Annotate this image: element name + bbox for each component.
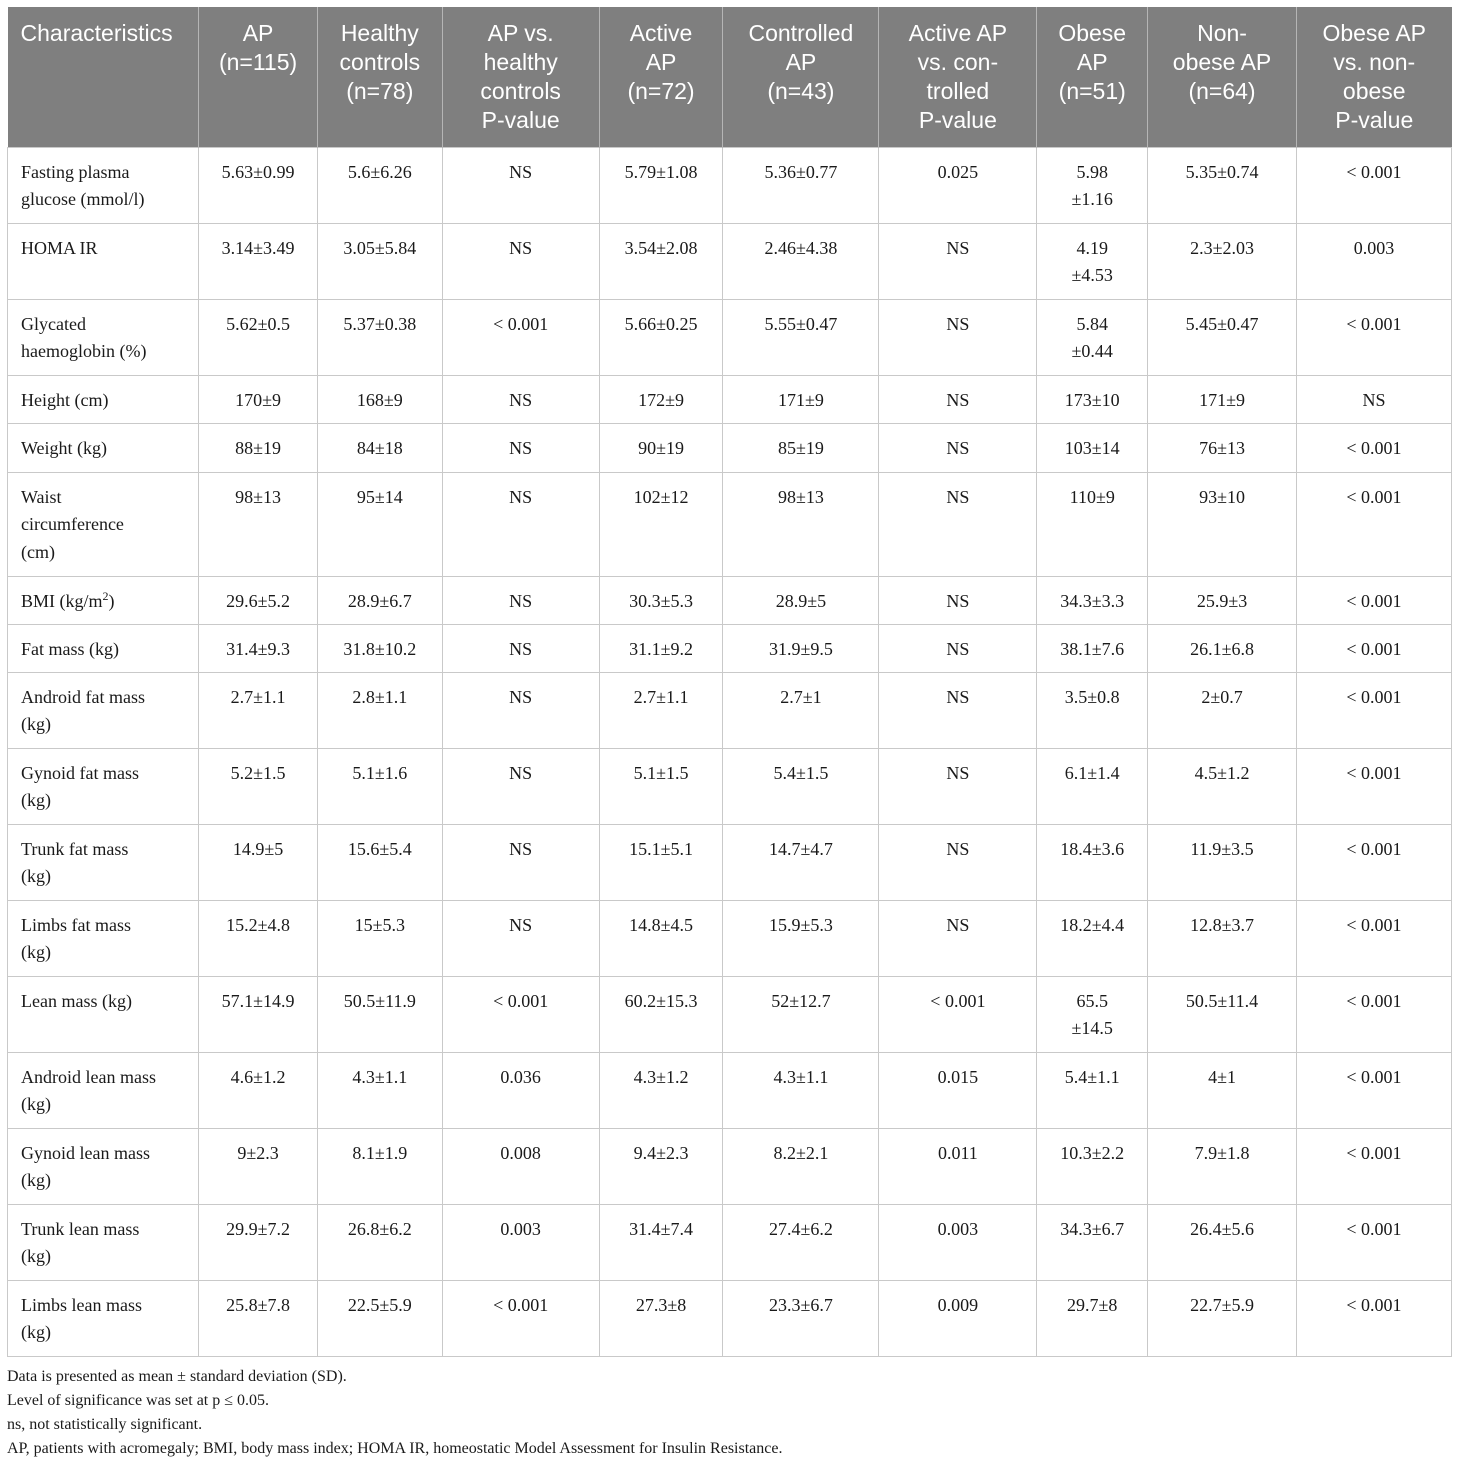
table-cell: 103±14 [1037, 423, 1148, 472]
table-cell: 4.3±1.1 [723, 1052, 879, 1128]
row-label [8, 976, 199, 1052]
table-cell: 5.4±1.5 [723, 748, 879, 824]
table-cell: 14.7±4.7 [723, 824, 879, 900]
table-cell: NS [879, 624, 1037, 672]
row-label-text: Android lean mass (kg) [21, 1066, 156, 1114]
table-cell: 29.9±7.2 [199, 1204, 318, 1280]
table-cell: 22.7±5.9 [1148, 1280, 1297, 1356]
table-cell: NS [442, 748, 599, 824]
row-label-text: Fasting plasma glucose (mmol/l) [21, 161, 145, 209]
table-cell: < 0.001 [1296, 423, 1451, 472]
table-cell: 31.4±9.3 [199, 624, 318, 672]
table-cell: 3.14±3.49 [199, 223, 318, 299]
table-cell: 25.8±7.8 [199, 1280, 318, 1356]
table-cell: 65.5 ±14.5 [1037, 976, 1148, 1052]
table-row [8, 375, 1452, 423]
table-cell: 34.3±3.3 [1037, 576, 1148, 624]
row-label-text: Limbs lean mass (kg) [21, 1294, 142, 1342]
row-label-text: Gynoid lean mass (kg) [21, 1142, 150, 1190]
table-cell: 5.35±0.74 [1148, 147, 1297, 223]
table-cell: 14.8±4.5 [599, 900, 723, 976]
table-row [8, 423, 1452, 472]
table-cell: 3.5±0.8 [1037, 672, 1148, 748]
table-cell: 4.19 ±4.53 [1037, 223, 1148, 299]
table-cell: 28.9±5 [723, 576, 879, 624]
table-body [8, 147, 1452, 1356]
row-label [8, 1280, 199, 1356]
table-cell: 5.37±0.38 [317, 299, 442, 375]
row-label-text: Limbs fat mass (kg) [21, 914, 131, 962]
row-label [8, 147, 199, 223]
table-cell: 5.62±0.5 [199, 299, 318, 375]
table-row [8, 223, 1452, 299]
table-row [8, 1128, 1452, 1204]
table-row [8, 624, 1452, 672]
row-label-superscript: 2 [102, 588, 109, 603]
row-label-text: Trunk lean mass (kg) [21, 1218, 140, 1266]
table-cell: 4±1 [1148, 1052, 1297, 1128]
table-cell: < 0.001 [442, 299, 599, 375]
row-label-text: Android fat mass (kg) [21, 686, 145, 734]
table-cell: NS [879, 472, 1037, 576]
table-cell: 172±9 [599, 375, 723, 423]
table-cell: 8.1±1.9 [317, 1128, 442, 1204]
column-header: Healthy controls (n=78) [317, 7, 442, 147]
table-row [8, 147, 1452, 223]
table-cell: 5.45±0.47 [1148, 299, 1297, 375]
table-cell: 171±9 [723, 375, 879, 423]
table-cell: 3.05±5.84 [317, 223, 442, 299]
table-cell: 60.2±15.3 [599, 976, 723, 1052]
table-cell: 0.015 [879, 1052, 1037, 1128]
table-cell: 93±10 [1148, 472, 1297, 576]
table-cell: 102±12 [599, 472, 723, 576]
table-cell: 15.6±5.4 [317, 824, 442, 900]
table-cell: < 0.001 [1296, 1052, 1451, 1128]
table-row [8, 1052, 1452, 1128]
table-cell: 15±5.3 [317, 900, 442, 976]
row-label [8, 824, 199, 900]
table-cell: 110±9 [1037, 472, 1148, 576]
table-cell: 5.4±1.1 [1037, 1052, 1148, 1128]
table-cell: < 0.001 [1296, 672, 1451, 748]
row-label-text: Waist circumference (cm) [21, 486, 124, 562]
table-cell: 2.3±2.03 [1148, 223, 1297, 299]
footnote-line: Level of significance was set at p ≤ 0.05. [7, 1391, 270, 1409]
table-cell: 4.6±1.2 [199, 1052, 318, 1128]
footnotes [7, 1365, 1452, 1461]
table-cell: 23.3±6.7 [723, 1280, 879, 1356]
table-cell: 170±9 [199, 375, 318, 423]
table-row [8, 976, 1452, 1052]
row-label-text: HOMA IR [21, 237, 98, 258]
table-cell: 26.8±6.2 [317, 1204, 442, 1280]
table-cell: 31.4±7.4 [599, 1204, 723, 1280]
table-cell: NS [442, 672, 599, 748]
table-cell: 7.9±1.8 [1148, 1128, 1297, 1204]
table-cell: NS [879, 576, 1037, 624]
table-cell: 5.63±0.99 [199, 147, 318, 223]
row-label [8, 1204, 199, 1280]
table-cell: 88±19 [199, 423, 318, 472]
row-label-text: Gynoid fat mass (kg) [21, 762, 139, 810]
column-header: AP vs. healthy controls P-value [442, 7, 599, 147]
table-cell: 57.1±14.9 [199, 976, 318, 1052]
row-label-text: Weight (kg) [21, 437, 108, 458]
row-label [8, 1052, 199, 1128]
row-label [8, 375, 199, 423]
table-cell: 84±18 [317, 423, 442, 472]
table-cell: 0.009 [879, 1280, 1037, 1356]
table-cell: 2.7±1 [723, 672, 879, 748]
table-cell: 0.011 [879, 1128, 1037, 1204]
table-cell: 2.46±4.38 [723, 223, 879, 299]
row-label-suffix: ) [108, 590, 115, 611]
table-cell: < 0.001 [1296, 472, 1451, 576]
row-label-text: Fat mass (kg) [21, 638, 119, 659]
table-cell: 34.3±6.7 [1037, 1204, 1148, 1280]
table-cell: 10.3±2.2 [1037, 1128, 1148, 1204]
row-label [8, 900, 199, 976]
table-cell: 173±10 [1037, 375, 1148, 423]
table-cell: 0.003 [1296, 223, 1451, 299]
table-cell: 90±19 [599, 423, 723, 472]
table-cell: < 0.001 [1296, 748, 1451, 824]
table-cell: 4.5±1.2 [1148, 748, 1297, 824]
table-cell: 18.2±4.4 [1037, 900, 1148, 976]
footnote-line: ns, not statistically significant. [7, 1415, 203, 1433]
row-label [8, 1128, 199, 1204]
row-label-text: Glycated haemoglobin (%) [21, 313, 147, 361]
table-cell: < 0.001 [1296, 624, 1451, 672]
table-cell: 171±9 [1148, 375, 1297, 423]
table-cell: 26.1±6.8 [1148, 624, 1297, 672]
column-header: Obese AP (n=51) [1037, 7, 1148, 147]
column-header: Characteristics [8, 7, 199, 147]
table-cell: 5.36±0.77 [723, 147, 879, 223]
row-label [8, 748, 199, 824]
table-cell: NS [442, 223, 599, 299]
row-label-text: Lean mass (kg) [21, 990, 132, 1011]
table-cell: 31.1±9.2 [599, 624, 723, 672]
row-label [8, 576, 199, 624]
table-cell: NS [442, 423, 599, 472]
table-cell: NS [442, 624, 599, 672]
table-cell: 4.3±1.2 [599, 1052, 723, 1128]
table-cell: 30.3±5.3 [599, 576, 723, 624]
table-container [7, 7, 1452, 1461]
table-cell: 5.55±0.47 [723, 299, 879, 375]
column-header: Controlled AP (n=43) [723, 7, 879, 147]
row-label-text: Trunk fat mass (kg) [21, 838, 129, 886]
column-header: Non- obese AP (n=64) [1148, 7, 1297, 147]
row-label [8, 299, 199, 375]
table-cell: < 0.001 [879, 976, 1037, 1052]
row-label [8, 472, 199, 576]
table-cell: NS [442, 576, 599, 624]
table-row [8, 672, 1452, 748]
table-row [8, 900, 1452, 976]
table-cell: 168±9 [317, 375, 442, 423]
table-cell: 25.9±3 [1148, 576, 1297, 624]
table-cell: 5.84 ±0.44 [1037, 299, 1148, 375]
table-cell: 4.3±1.1 [317, 1052, 442, 1128]
table-cell: 5.66±0.25 [599, 299, 723, 375]
table-cell: < 0.001 [1296, 900, 1451, 976]
table-cell: 5.98 ±1.16 [1037, 147, 1148, 223]
table-cell: 22.5±5.9 [317, 1280, 442, 1356]
table-cell: NS [442, 824, 599, 900]
table-cell: NS [442, 147, 599, 223]
table-row [8, 748, 1452, 824]
table-cell: NS [879, 223, 1037, 299]
row-label [8, 624, 199, 672]
table-cell: 15.9±5.3 [723, 900, 879, 976]
footnote-line: Data is presented as mean ± standard deviation (SD). [7, 1367, 347, 1385]
table-cell: NS [879, 900, 1037, 976]
table-cell: < 0.001 [442, 1280, 599, 1356]
table-cell: 0.003 [879, 1204, 1037, 1280]
table-cell: 9±2.3 [199, 1128, 318, 1204]
table-cell: 6.1±1.4 [1037, 748, 1148, 824]
table-cell: NS [879, 672, 1037, 748]
table-cell: NS [442, 472, 599, 576]
table-cell: 14.9±5 [199, 824, 318, 900]
row-label-text: BMI (kg/m [21, 590, 103, 611]
table-cell: < 0.001 [442, 976, 599, 1052]
table-cell: 98±13 [723, 472, 879, 576]
table-cell: 2.8±1.1 [317, 672, 442, 748]
table-cell: NS [879, 824, 1037, 900]
table-cell: 2±0.7 [1148, 672, 1297, 748]
table-cell: 28.9±6.7 [317, 576, 442, 624]
table-row [8, 1280, 1452, 1356]
table-cell: 15.2±4.8 [199, 900, 318, 976]
table-cell: 18.4±3.6 [1037, 824, 1148, 900]
table-cell: 27.4±6.2 [723, 1204, 879, 1280]
table-cell: 50.5±11.4 [1148, 976, 1297, 1052]
table-cell: 15.1±5.1 [599, 824, 723, 900]
table-cell: 0.025 [879, 147, 1037, 223]
table-cell: < 0.001 [1296, 976, 1451, 1052]
table-cell: 5.79±1.08 [599, 147, 723, 223]
table-cell: < 0.001 [1296, 824, 1451, 900]
column-header: Obese AP vs. non- obese P-value [1296, 7, 1451, 147]
table-cell: 76±13 [1148, 423, 1297, 472]
table-row [8, 472, 1452, 576]
table-cell: 0.003 [442, 1204, 599, 1280]
row-label-text: Height (cm) [21, 389, 109, 410]
table-cell: 85±19 [723, 423, 879, 472]
table-cell: 29.7±8 [1037, 1280, 1148, 1356]
table-header [8, 7, 1452, 147]
table-cell: 95±14 [317, 472, 442, 576]
column-header: Active AP (n=72) [599, 7, 723, 147]
characteristics-table [7, 7, 1452, 1357]
table-cell: 0.008 [442, 1128, 599, 1204]
table-cell: < 0.001 [1296, 147, 1451, 223]
table-cell: NS [879, 299, 1037, 375]
row-label [8, 672, 199, 748]
row-label [8, 423, 199, 472]
table-cell: 5.1±1.5 [599, 748, 723, 824]
table-cell: < 0.001 [1296, 576, 1451, 624]
table-cell: NS [442, 375, 599, 423]
table-cell: 2.7±1.1 [199, 672, 318, 748]
table-cell: 5.2±1.5 [199, 748, 318, 824]
table-cell: 98±13 [199, 472, 318, 576]
table-cell: 0.036 [442, 1052, 599, 1128]
table-cell: 2.7±1.1 [599, 672, 723, 748]
table-cell: 26.4±5.6 [1148, 1204, 1297, 1280]
table-cell: 8.2±2.1 [723, 1128, 879, 1204]
table-cell: 31.8±10.2 [317, 624, 442, 672]
table-cell: NS [879, 375, 1037, 423]
column-header: Active AP vs. con- trolled P-value [879, 7, 1037, 147]
table-cell: NS [442, 900, 599, 976]
table-cell: < 0.001 [1296, 1204, 1451, 1280]
header-row [8, 7, 1452, 147]
table-cell: 12.8±3.7 [1148, 900, 1297, 976]
table-cell: 11.9±3.5 [1148, 824, 1297, 900]
table-row [8, 1204, 1452, 1280]
table-cell: 50.5±11.9 [317, 976, 442, 1052]
table-row [8, 576, 1452, 624]
table-cell: NS [1296, 375, 1451, 423]
table-cell: 5.6±6.26 [317, 147, 442, 223]
table-cell: < 0.001 [1296, 299, 1451, 375]
column-header: AP (n=115) [199, 7, 318, 147]
table-cell: NS [879, 748, 1037, 824]
table-cell: 27.3±8 [599, 1280, 723, 1356]
table-row [8, 299, 1452, 375]
row-label [8, 223, 199, 299]
table-cell: 5.1±1.6 [317, 748, 442, 824]
table-cell: 38.1±7.6 [1037, 624, 1148, 672]
table-cell: NS [879, 423, 1037, 472]
table-cell: 3.54±2.08 [599, 223, 723, 299]
table-cell: 9.4±2.3 [599, 1128, 723, 1204]
table-cell: 52±12.7 [723, 976, 879, 1052]
table-cell: 29.6±5.2 [199, 576, 318, 624]
table-cell: < 0.001 [1296, 1280, 1451, 1356]
table-row [8, 824, 1452, 900]
table-cell: < 0.001 [1296, 1128, 1451, 1204]
table-cell: 31.9±9.5 [723, 624, 879, 672]
footnote-line: AP, patients with acromegaly; BMI, body mass index; HOMA IR, homeostatic Model Assessment for Insulin Resistance. [7, 1439, 783, 1457]
